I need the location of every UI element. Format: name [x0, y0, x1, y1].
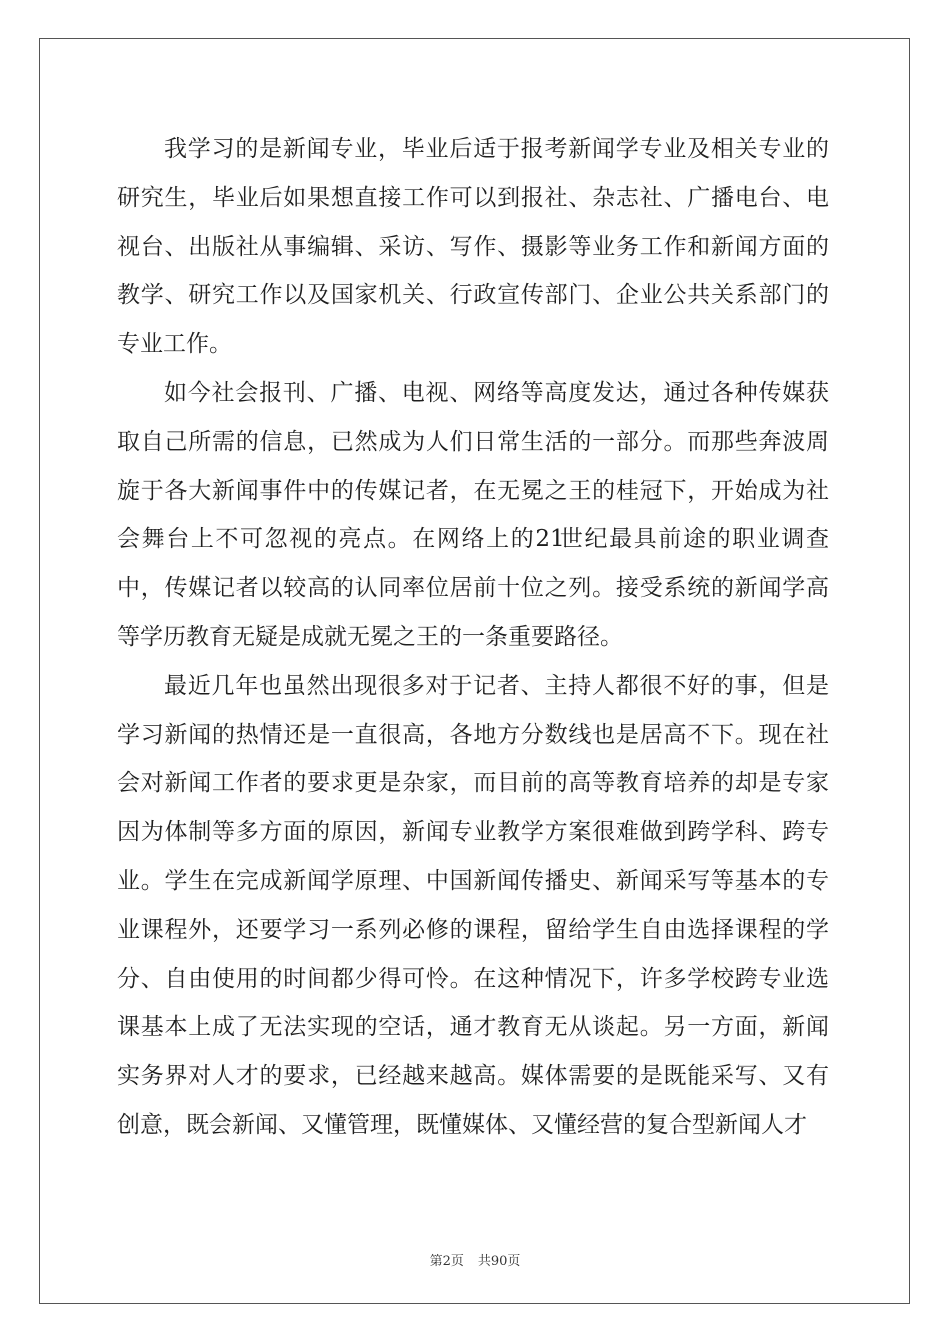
page-footer [0, 1250, 950, 1269]
page-total: 共90页 [477, 1254, 521, 1269]
page-number: 第2页 [429, 1254, 464, 1269]
